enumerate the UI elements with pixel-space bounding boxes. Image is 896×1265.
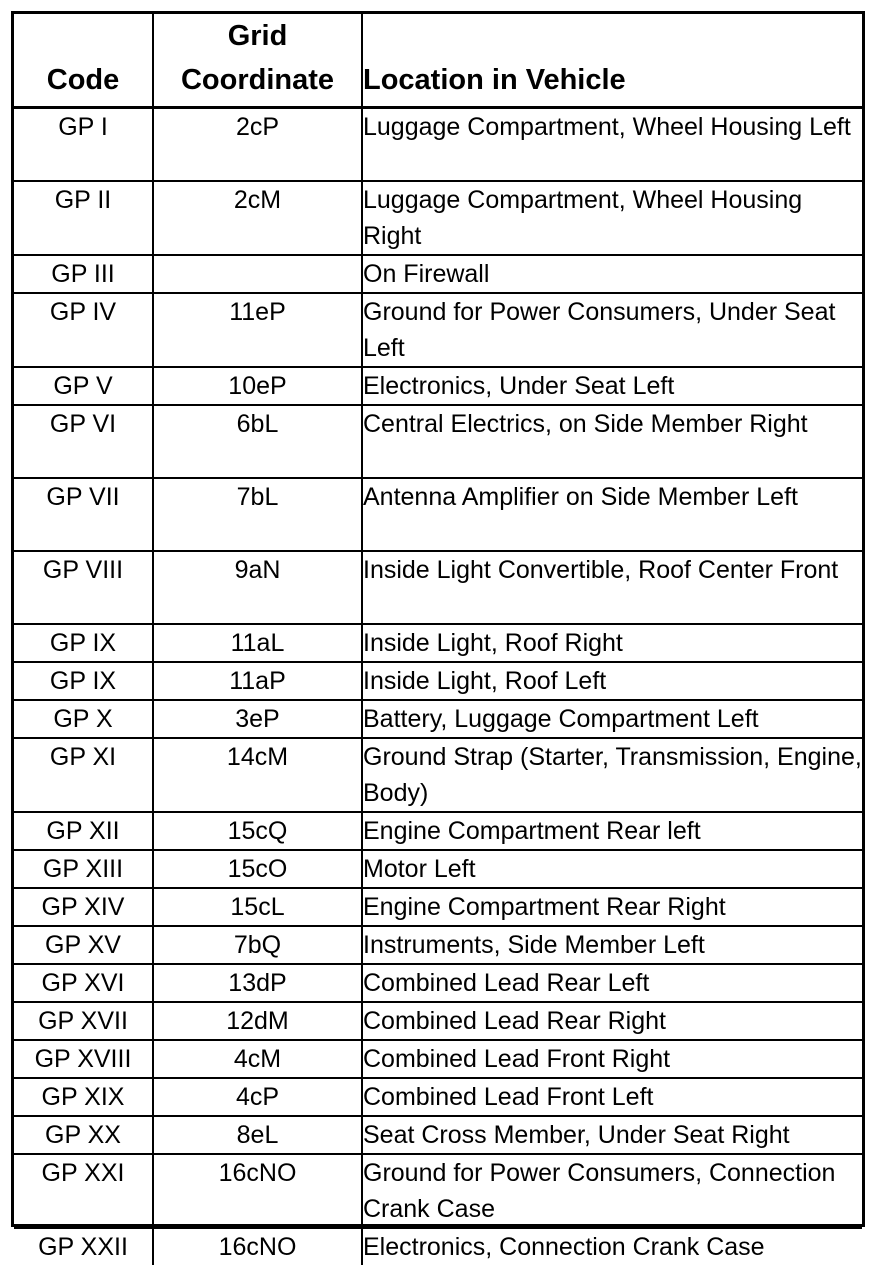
row-code: GP XIII <box>14 850 153 888</box>
row-grid-coordinate: 7bL <box>153 478 362 551</box>
row-grid-coordinate: 2cP <box>153 108 362 181</box>
table-row <box>14 255 862 293</box>
table-header-row <box>14 14 862 108</box>
row-code: GP X <box>14 700 153 738</box>
row-grid-coordinate: 7bQ <box>153 926 362 964</box>
row-grid-coordinate: 16cNO <box>153 1154 362 1228</box>
table-row <box>14 850 862 888</box>
row-location: Luggage Compartment, Wheel Housing Right <box>362 181 862 255</box>
row-code: GP XI <box>14 738 153 812</box>
row-code: GP XV <box>14 926 153 964</box>
row-code: GP XXII <box>14 1228 153 1265</box>
row-location: Electronics, Connection Crank Case <box>362 1228 862 1265</box>
row-location: Engine Compartment Rear left <box>362 812 862 850</box>
row-location: Ground for Power Consumers, Under Seat Left <box>362 293 862 367</box>
header-code: Code <box>14 14 153 108</box>
row-grid-coordinate: 4cP <box>153 1078 362 1116</box>
row-location: Antenna Amplifier on Side Member Left <box>362 478 862 551</box>
ground-point-table <box>14 14 862 1265</box>
row-grid-coordinate: 11aL <box>153 624 362 662</box>
row-grid-coordinate: 15cO <box>153 850 362 888</box>
row-location: Motor Left <box>362 850 862 888</box>
row-code: GP V <box>14 367 153 405</box>
row-grid-coordinate: 6bL <box>153 405 362 478</box>
table-row <box>14 551 862 624</box>
row-code: GP I <box>14 108 153 181</box>
row-code: GP XVII <box>14 1002 153 1040</box>
row-grid-coordinate: 12dM <box>153 1002 362 1040</box>
row-code: GP II <box>14 181 153 255</box>
row-grid-coordinate: 14cM <box>153 738 362 812</box>
row-grid-coordinate: 8eL <box>153 1116 362 1154</box>
row-code: GP XX <box>14 1116 153 1154</box>
table-row <box>14 1154 862 1228</box>
row-location: On Firewall <box>362 255 862 293</box>
row-grid-coordinate: 2cM <box>153 181 362 255</box>
table-row <box>14 700 862 738</box>
table-row <box>14 1116 862 1154</box>
table-row <box>14 1078 862 1116</box>
row-location: Ground Strap (Starter, Transmission, Engine, Body) <box>362 738 862 812</box>
row-location: Inside Light Convertible, Roof Center Front <box>362 551 862 624</box>
table-row <box>14 405 862 478</box>
table-row <box>14 926 862 964</box>
header-grid-line1: Grid <box>227 20 288 52</box>
row-code: GP XXI <box>14 1154 153 1228</box>
header-grid-coordinate <box>153 14 362 108</box>
row-code: GP VIII <box>14 551 153 624</box>
row-code: GP VII <box>14 478 153 551</box>
table-row <box>14 181 862 255</box>
table-row <box>14 478 862 551</box>
header-location: Location in Vehicle <box>362 14 862 108</box>
row-location: Instruments, Side Member Left <box>362 926 862 964</box>
row-grid-coordinate: 13dP <box>153 964 362 1002</box>
table-row <box>14 1002 862 1040</box>
ground-point-table-frame <box>11 11 865 1261</box>
row-location: Battery, Luggage Compartment Left <box>362 700 862 738</box>
row-location: Ground for Power Consumers, Connection Crank Case <box>362 1154 862 1228</box>
row-location: Combined Lead Front Right <box>362 1040 862 1078</box>
table-row <box>14 1040 862 1078</box>
row-code: GP XVI <box>14 964 153 1002</box>
table-row <box>14 108 862 181</box>
row-grid-coordinate <box>153 255 362 293</box>
row-grid-coordinate: 4cM <box>153 1040 362 1078</box>
row-grid-coordinate: 9aN <box>153 551 362 624</box>
row-code: GP IX <box>14 624 153 662</box>
table-row <box>14 888 862 926</box>
row-grid-coordinate: 15cQ <box>153 812 362 850</box>
row-location: Inside Light, Roof Right <box>362 624 862 662</box>
table-row <box>14 964 862 1002</box>
row-grid-coordinate: 11aP <box>153 662 362 700</box>
header-grid-line2: Coordinate <box>180 64 335 96</box>
row-location: Electronics, Under Seat Left <box>362 367 862 405</box>
row-location: Combined Lead Front Left <box>362 1078 862 1116</box>
row-location: Combined Lead Rear Left <box>362 964 862 1002</box>
row-code: GP III <box>14 255 153 293</box>
row-code: GP XII <box>14 812 153 850</box>
table-row <box>14 367 862 405</box>
table-row <box>14 293 862 367</box>
table-row <box>14 738 862 812</box>
row-location: Seat Cross Member, Under Seat Right <box>362 1116 862 1154</box>
table-row <box>14 812 862 850</box>
row-grid-coordinate: 16cNO <box>153 1228 362 1265</box>
row-grid-coordinate: 15cL <box>153 888 362 926</box>
row-grid-coordinate: 10eP <box>153 367 362 405</box>
row-location: Combined Lead Rear Right <box>362 1002 862 1040</box>
table-row <box>14 662 862 700</box>
row-grid-coordinate: 11eP <box>153 293 362 367</box>
table-row <box>14 1228 862 1265</box>
row-location: Luggage Compartment, Wheel Housing Left <box>362 108 862 181</box>
row-code: GP XVIII <box>14 1040 153 1078</box>
row-code: GP IX <box>14 662 153 700</box>
row-code: GP XIV <box>14 888 153 926</box>
row-location: Central Electrics, on Side Member Right <box>362 405 862 478</box>
row-grid-coordinate: 3eP <box>153 700 362 738</box>
row-location: Engine Compartment Rear Right <box>362 888 862 926</box>
row-code: GP IV <box>14 293 153 367</box>
row-code: GP XIX <box>14 1078 153 1116</box>
row-location: Inside Light, Roof Left <box>362 662 862 700</box>
row-code: GP VI <box>14 405 153 478</box>
table-row <box>14 624 862 662</box>
